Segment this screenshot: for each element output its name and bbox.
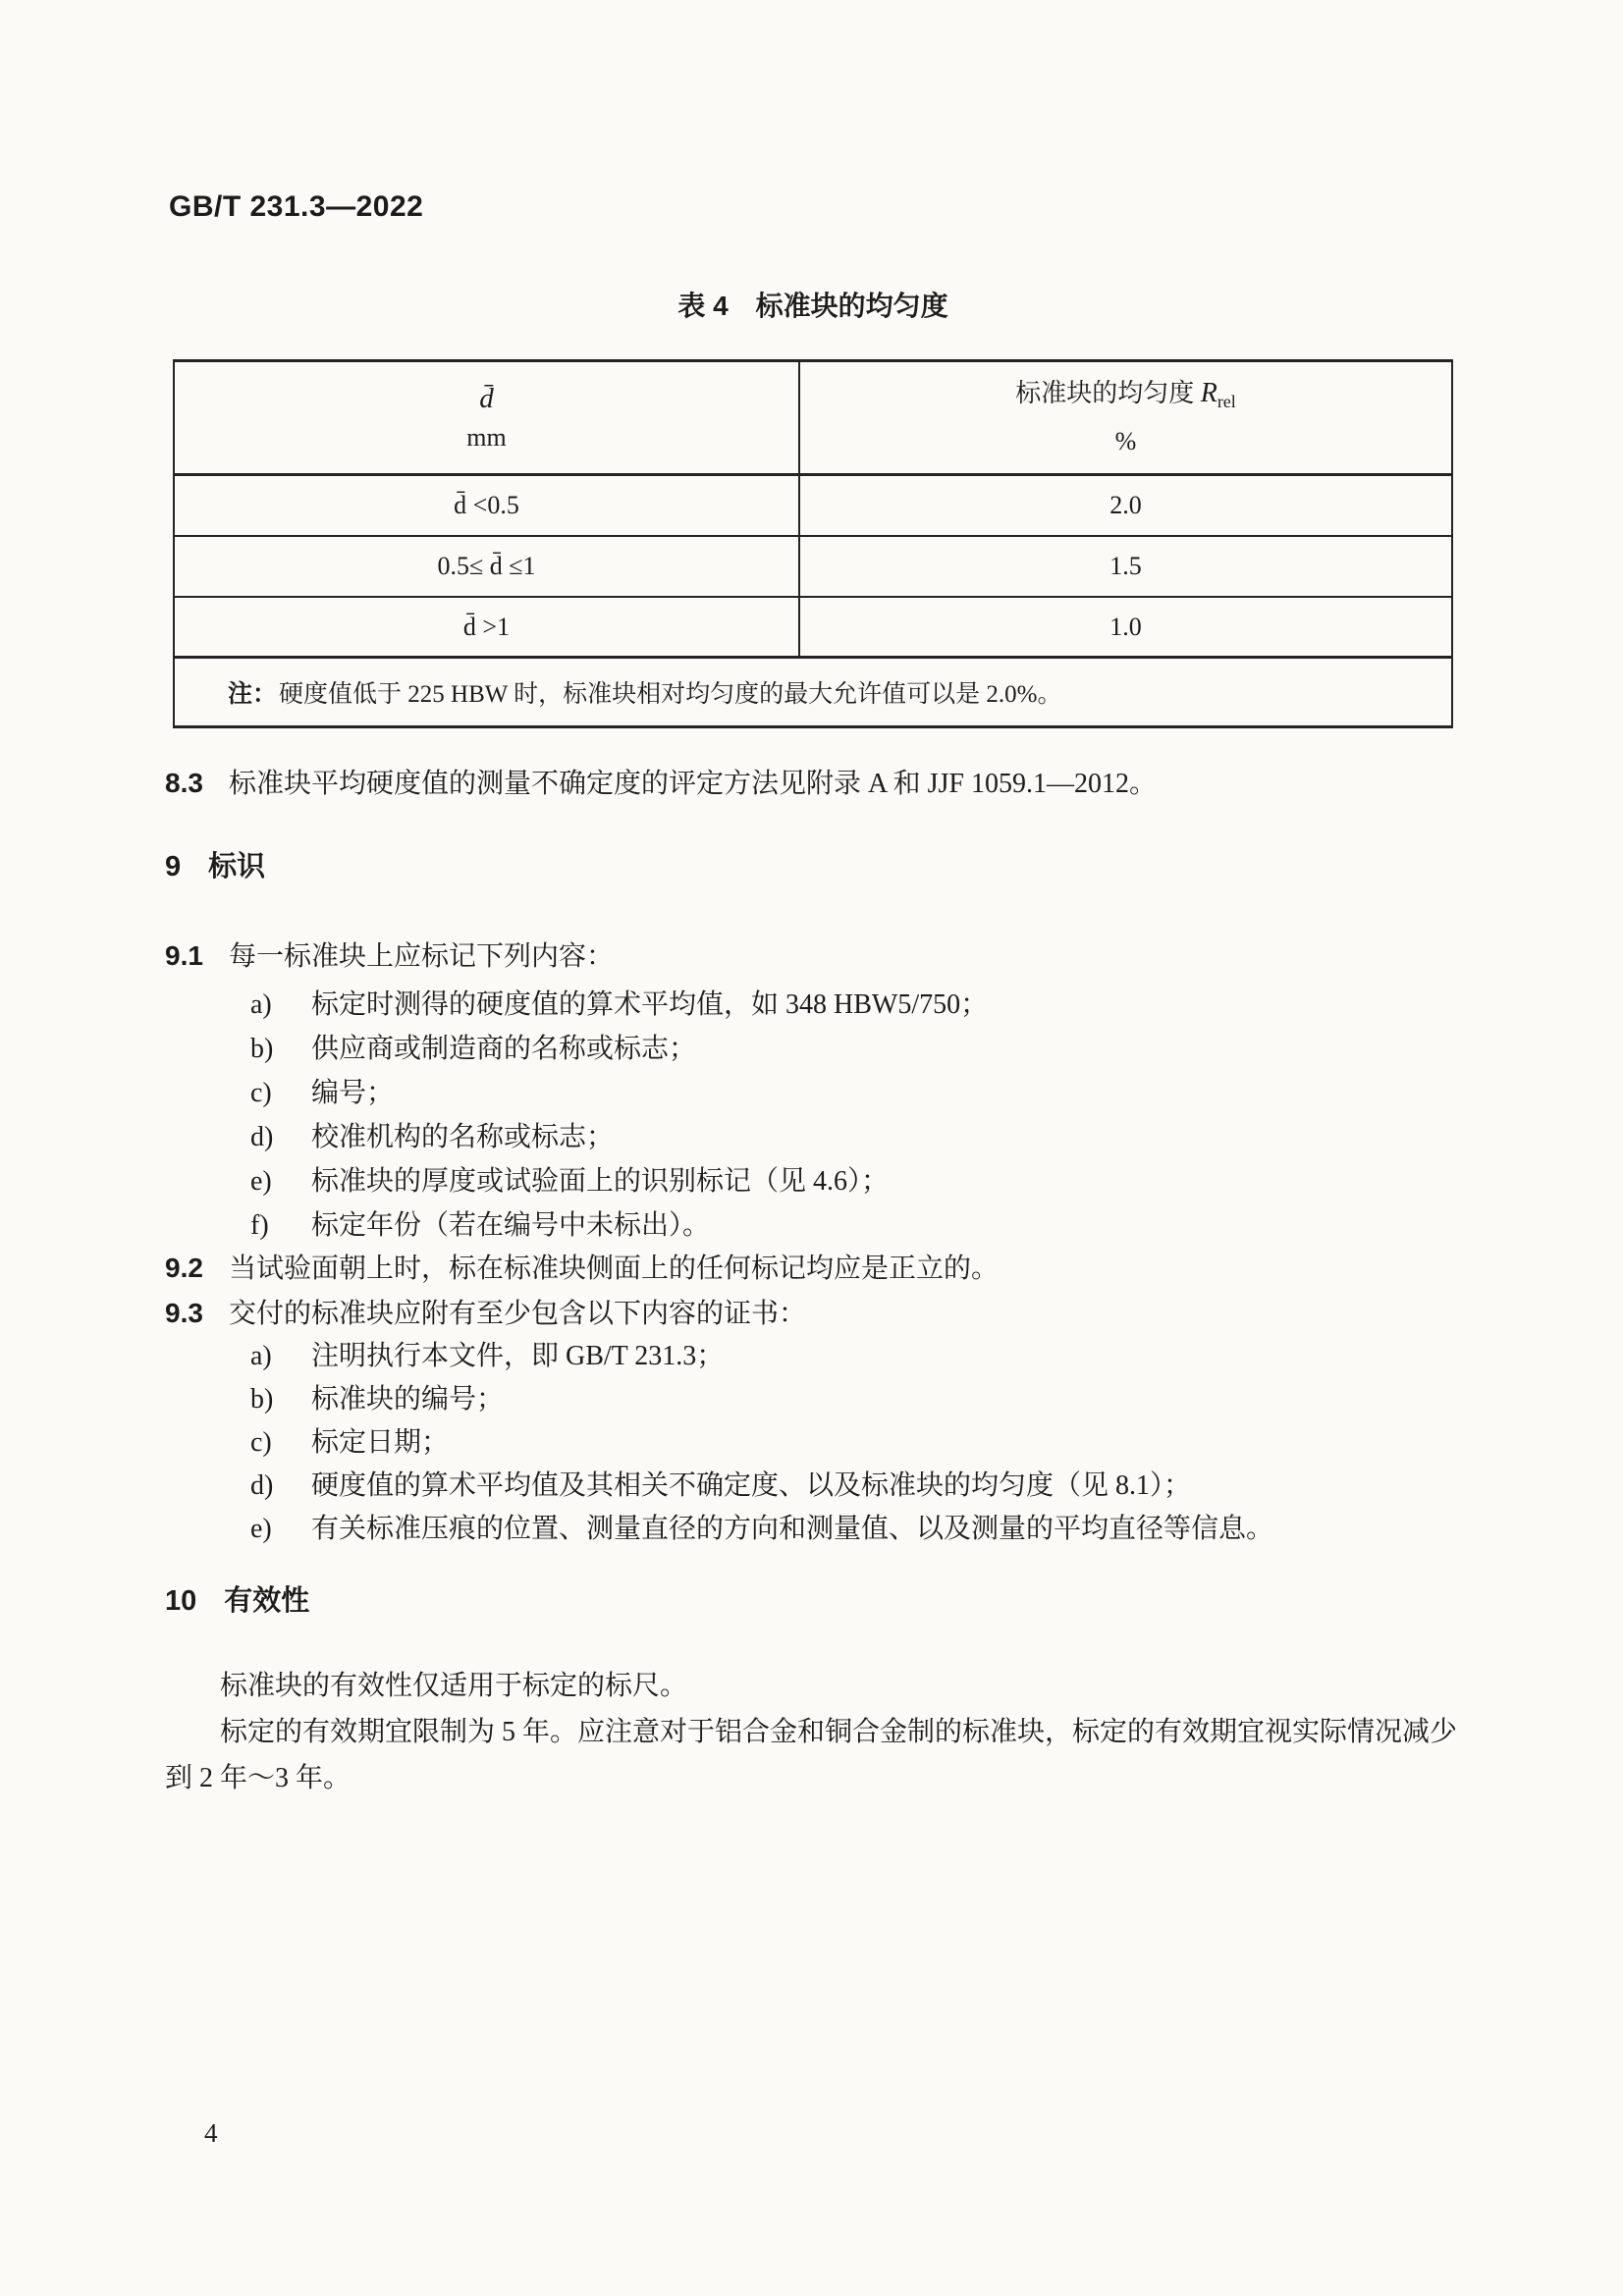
item-label: a) xyxy=(250,1341,272,1371)
table-cell-d-range xyxy=(175,537,800,596)
section-number: 10 xyxy=(165,1585,197,1617)
list-item-9-1-a xyxy=(250,984,1468,1027)
item-label: a) xyxy=(250,989,272,1020)
section-title: 有效性 xyxy=(224,1585,310,1617)
item-label: e) xyxy=(250,1166,272,1197)
table-cell-r-value xyxy=(800,476,1451,535)
item-text: 标定年份（若在编号中未标出）。 xyxy=(311,1210,711,1241)
item-label: b) xyxy=(250,1034,274,1064)
item-label: e) xyxy=(250,1514,272,1544)
item-text: 标定时测得的硬度值的算术平均值，如 348 HBW5/750； xyxy=(311,989,989,1020)
table-cell-d-range xyxy=(175,476,800,535)
note-text: 硬度值低于 225 HBW 时，标准块相对均匀度的最大允许值可以是 2.0%。 xyxy=(279,681,1062,708)
item-text: 校准机构的名称或标志； xyxy=(311,1122,615,1152)
uniformity-label xyxy=(1015,377,1236,418)
item-text: 标定日期； xyxy=(311,1427,450,1458)
list-item-9-1-b xyxy=(250,1028,1468,1071)
clause-8-3 xyxy=(165,762,1471,806)
table-header-cell-uniformity xyxy=(800,362,1451,473)
d-range-value: d̄ <0.5 xyxy=(454,491,519,519)
clause-text: 每一标准块上应标记下列内容： xyxy=(228,941,614,972)
item-label: f) xyxy=(250,1210,269,1241)
item-label: c) xyxy=(250,1427,272,1458)
clause-number: 9.1 xyxy=(165,940,203,971)
list-item-9-1-d xyxy=(250,1116,1468,1159)
list-item-9-3-c xyxy=(250,1421,1468,1465)
table-cell-d-range xyxy=(175,598,800,656)
page-number: 4 xyxy=(204,2118,218,2148)
standard-code: GB/T 231.3—2022 xyxy=(169,190,424,223)
uniformity-unit-percent: % xyxy=(1114,426,1137,455)
table-cell-r-value xyxy=(800,598,1451,656)
table-title: 表 4 标准块的均匀度 xyxy=(677,291,948,321)
item-text: 有关标准压痕的位置、测量直径的方向和测量值、以及测量的平均直径等信息。 xyxy=(311,1514,1274,1544)
list-item-9-1-e xyxy=(250,1160,1468,1203)
list-item-9-1-c xyxy=(250,1072,1468,1115)
r-subscript: rel xyxy=(1217,392,1236,412)
clause-text: 当试验面朝上时，标在标准块侧面上的任何标记均应是正立的。 xyxy=(228,1254,999,1284)
item-label: c) xyxy=(250,1078,272,1108)
table-note xyxy=(175,659,1451,725)
r-value: 2.0 xyxy=(1109,491,1142,519)
item-text: 供应商或制造商的名称或标志； xyxy=(311,1034,697,1064)
list-item-9-3-d xyxy=(250,1465,1468,1508)
clause-9-1 xyxy=(165,934,1471,979)
table-header-cell-d xyxy=(175,362,800,473)
list-item-9-3-b xyxy=(250,1378,1468,1421)
table-row xyxy=(175,476,1451,537)
section-10-paragraph-1: 标准块的有效性仅适用于标定的标尺。 xyxy=(220,1671,688,1701)
item-label: d) xyxy=(250,1122,274,1152)
section-9-heading xyxy=(165,844,265,884)
list-item-9-3-e xyxy=(250,1508,1468,1551)
section-10-heading xyxy=(165,1578,309,1619)
r-symbol: R xyxy=(1200,378,1217,409)
clause-text: 交付的标准块应附有至少包含以下内容的证书： xyxy=(228,1299,806,1329)
item-label: b) xyxy=(250,1384,274,1415)
item-text: 标准块的编号； xyxy=(311,1384,505,1415)
item-text: 标准块的厚度或试验面上的识别标记（见 4.6）； xyxy=(311,1166,890,1197)
uniformity-text: 标准块的均匀度 xyxy=(1015,379,1201,408)
table-4-uniformity xyxy=(173,359,1453,728)
table-header-row xyxy=(175,362,1451,476)
item-text: 硬度值的算术平均值及其相关不确定度、以及标准块的均匀度（见 8.1）； xyxy=(311,1470,1192,1501)
r-value: 1.0 xyxy=(1109,612,1142,641)
section-number: 9 xyxy=(165,851,182,882)
d-bar-symbol: d̄ xyxy=(479,382,494,414)
section-10-paragraph-2: 标定的有效期宜限制为 5 年。应注意对于铝合金和铜合金制的标准块，标定的有效期宜视实际情况减少到 2 年～3 年。 xyxy=(165,1717,1458,1793)
table-row xyxy=(175,598,1451,659)
table-row xyxy=(175,537,1451,598)
item-text: 注明执行本文件，即 GB/T 231.3； xyxy=(311,1341,725,1371)
list-item-9-3-a xyxy=(250,1335,1468,1378)
clause-number: 9.3 xyxy=(165,1298,203,1328)
clause-text: 标准块平均硬度值的测量不确定度的评定方法见附录 A 和 JJF 1059.1—2012。 xyxy=(228,769,1157,799)
r-value: 1.5 xyxy=(1109,552,1142,580)
note-label: 注： xyxy=(228,681,278,708)
item-label: d) xyxy=(250,1470,274,1501)
list-item-9-1-f xyxy=(250,1204,1468,1248)
clause-number: 9.2 xyxy=(165,1253,203,1283)
clause-number: 8.3 xyxy=(165,768,203,798)
d-unit-mm: mm xyxy=(466,422,507,452)
item-text: 编号； xyxy=(311,1078,395,1108)
d-range-value: d̄ >1 xyxy=(462,612,511,641)
section-title: 标识 xyxy=(208,851,266,882)
clause-9-3 xyxy=(165,1292,1471,1336)
d-range-value: 0.5≤ d̄ ≤1 xyxy=(437,552,536,580)
table-cell-r-value xyxy=(800,537,1451,596)
clause-9-2 xyxy=(165,1247,1471,1291)
